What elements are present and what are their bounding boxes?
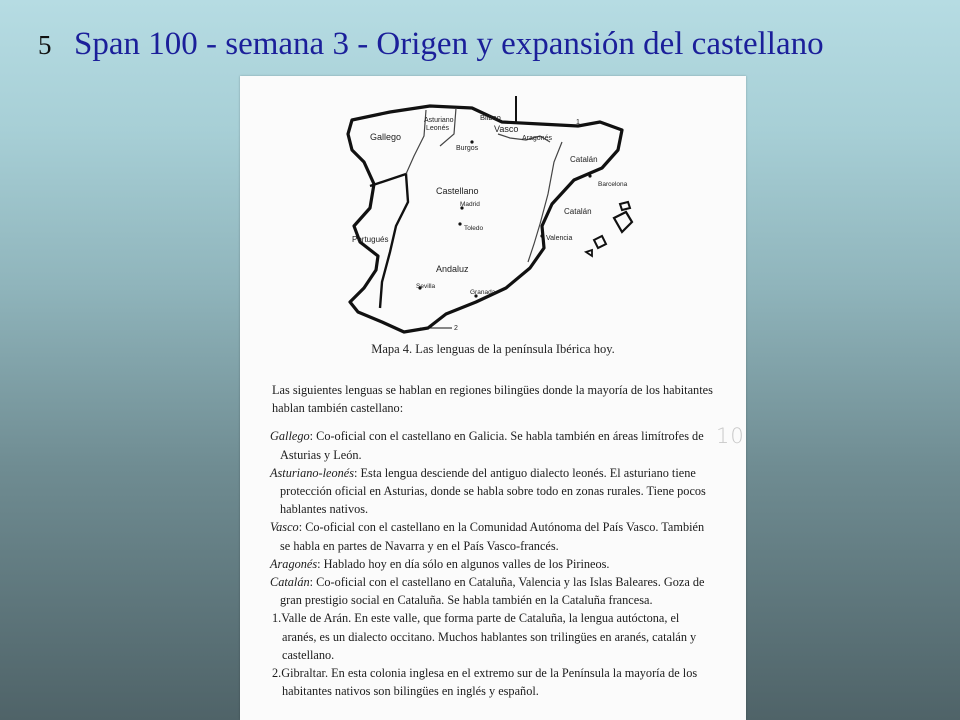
label-marker-2: 2 xyxy=(454,325,458,332)
note-marker: 1. xyxy=(272,611,282,626)
entry-body: : Co-oficial con el castellano en la Comunidad Autónoma del País Vasco. También se habla en partes de Navarra y en el País Vasco-francés. xyxy=(280,520,705,553)
iberian-languages-map xyxy=(240,76,746,346)
entry-term: Aragonés xyxy=(270,556,318,571)
note-body: Gibraltar. En esta colonia inglesa en el extremo sur de la Península la mayoría de los habitantes nativos son bilingües en inglés y español. xyxy=(281,666,698,699)
toledo-dot xyxy=(458,222,461,225)
entry-term: Gallego xyxy=(270,429,310,444)
entry-catalan xyxy=(268,573,713,609)
label-marker-1: 1 xyxy=(576,119,580,126)
entry-term: Asturiano-leonés xyxy=(270,465,355,480)
note-valle-de-aran xyxy=(268,609,713,664)
label-castellano: Castellano xyxy=(436,186,479,196)
slide-number: 5 xyxy=(38,30,52,60)
note-gibraltar xyxy=(268,664,713,700)
label-granada: Granada xyxy=(470,289,496,296)
entry-vasco xyxy=(268,518,713,554)
body-text xyxy=(268,381,713,700)
formentera-island xyxy=(586,250,592,256)
note-body: Valle de Arán. En este valle, que forma parte de Cataluña, la lengua autóctona, el aranés, es un dialecto occitano. Muchos hablantes son trilingües en aranés, catalán y castellano. xyxy=(281,611,697,662)
label-sevilla: Sevilla xyxy=(416,283,436,290)
note-marker: 2. xyxy=(272,666,282,681)
label-catalan-south: Catalán xyxy=(564,207,592,216)
label-gallego: Gallego xyxy=(370,132,402,142)
handwritten-note: 10 xyxy=(716,424,745,448)
label-burgos: Burgos xyxy=(456,145,479,152)
menorca-island xyxy=(620,202,630,210)
barcelona-dot xyxy=(588,174,591,177)
label-portugues: Portugués xyxy=(352,235,389,244)
valencia-dot xyxy=(540,234,543,237)
entry-term: Vasco xyxy=(270,520,299,535)
label-toledo: Toledo xyxy=(464,225,484,232)
entry-term: Catalán xyxy=(270,575,310,590)
label-asturiano: Asturiano xyxy=(424,117,454,124)
label-bilbao: Bilbao xyxy=(480,113,501,122)
entry-asturiano-leones xyxy=(268,464,713,519)
entry-body: : Co-oficial con el castellano en Galicia. Se habla también en áreas limítrofes de Asturias y León. xyxy=(280,429,704,462)
intro-paragraph: Las siguientes lenguas se hablan en regiones bilingües donde la mayoría de los habitantes hablan también castellano: xyxy=(272,383,713,416)
entry-body: : Co-oficial con el castellano en Cataluña, Valencia y las Islas Baleares. Goza de gran prestigio social en Cataluña. Se habla también en la Cataluña francesa. xyxy=(280,575,705,608)
label-valencia: Valencia xyxy=(546,235,573,242)
label-andaluz: Andaluz xyxy=(436,264,469,274)
label-leones: Leonés xyxy=(426,125,449,132)
entry-aragones xyxy=(268,555,713,573)
label-catalan-north: Catalán xyxy=(570,155,598,164)
entry-body: : Hablado hoy en día sólo en algunos valles de los Pirineos. xyxy=(317,556,610,571)
label-madrid: Madrid xyxy=(460,201,480,208)
slide-title: Span 100 - semana 3 - Origen y expansión del castellano xyxy=(74,26,824,62)
map-caption: Mapa 4. Las lenguas de la península Ibérica hoy. xyxy=(371,342,615,356)
entry-body: : Esta lengua desciende del antiguo dialecto leonés. El asturiano tiene protección oficial en Asturias, donde se habla sobre todo en zonas rurales. Tiene pocos hablantes nativos. xyxy=(280,465,706,517)
burgos-dot xyxy=(470,140,473,143)
mallorca-island xyxy=(614,212,632,232)
gallego-asturiano-border xyxy=(406,110,426,174)
label-vasco: Vasco xyxy=(494,124,519,134)
entry-gallego xyxy=(268,427,713,463)
ibiza-island xyxy=(594,236,606,248)
scanned-page xyxy=(240,76,746,720)
label-aragones: Aragonés xyxy=(522,135,552,142)
label-barcelona: Barcelona xyxy=(598,181,628,188)
